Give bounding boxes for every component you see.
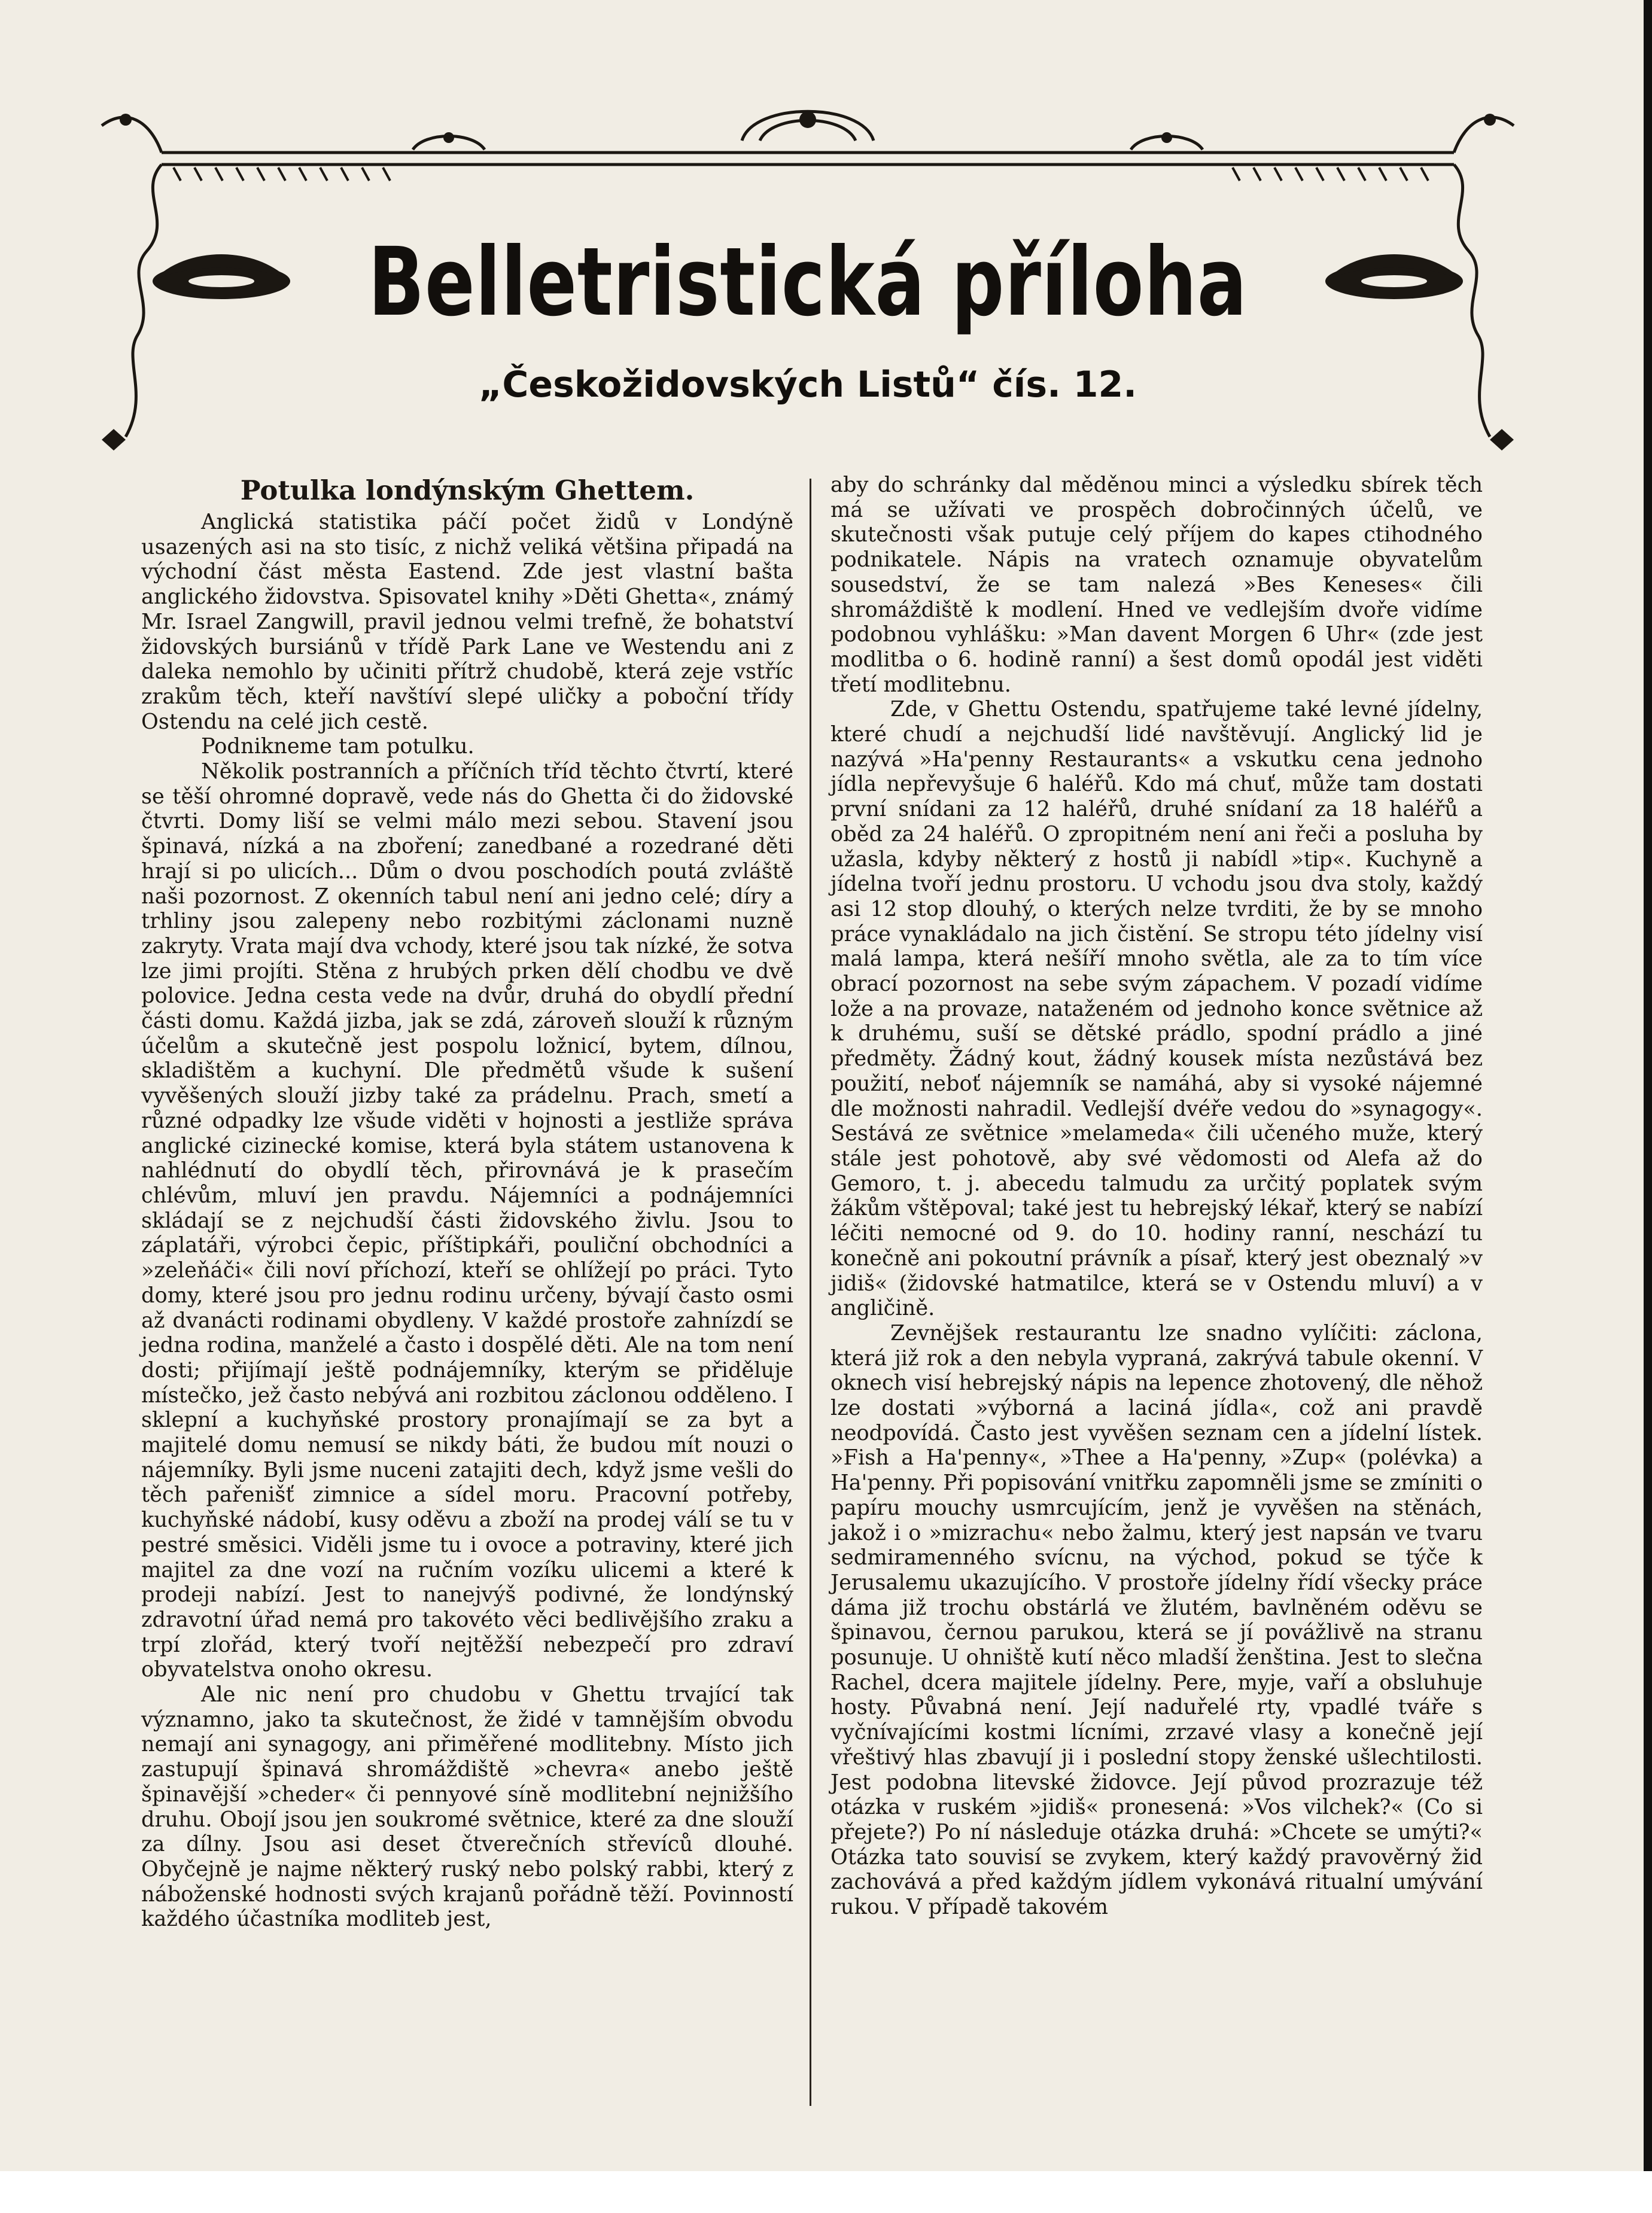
right-column (830, 473, 1483, 2124)
ornamental-header (90, 84, 1526, 467)
paragraph: Podnikneme tam potulku. (201, 734, 474, 759)
paragraph: Zde, v Ghettu Ostendu, spatřujeme také levné jídelny, které chudí a nejchudší lidé navštěvují. Anglický lid je nazývá »Ha'penny Restaurants« a vskutku cena jednoho jídla nepřevyšuje 6 haléřů. Kdo má chuť, může tam dostati první snídani za 12 haléřů, druhé snídaní za 18 haléřů a oběd za 24 haléřů. O zpropitném není ani řeči a posluha by užasla, kdyby některý z hostů ji nabídl »tip«. Kuchyně a jídelna tvoří jednu prostoru. U vchodu jsou dva stoly, každý asi 12 stop dlouhý, o kterých nelze tvrditi, že by se mnoho práce vynakládalo na jich čistění. Se stropu této jídelny visí malá lampa, která nešíří mnoho světla, ale za to tím více obrací pozornost na sebe svým zápachem. V pozadí vidíme lože a na provaze, nataženém od jednoho konce světnice až k druhému, suší se dětské prádlo, spodní prádlo a jiné předměty. Žádný kout, žádný kousek místa nezůstává bez použití, neboť nájemník se namáhá, aby si vysoké nájemné dle možnosti nahradil. Vedlejší dvéře vedou do »synagogy«. Sestává ze světnice »melameda« čili učeného muže, který stále jest pohotově, aby své vědomosti od Alefa až do Gemoro, t. j. abecedu talmudu za určitý poplatek svým žákům vštěpoval; také jest tu hebrejský lékař, který se nabízí léčiti nemocné od 9. do 10. hodiny ranní, neschází tu konečně ani pokoutní právník a písař, který jest obeznalý »v jidiš« (židovské hatmatilce, která se v Ostendu mluví) a v angličině. (830, 697, 1483, 1321)
left-column (141, 473, 793, 2124)
supplement-subtitle: „Českožidovských Listů“ čís. 12. (478, 364, 1137, 406)
scan-edge-bottom (0, 2171, 1652, 2213)
paragraph: Anglická statistika páčí počet židů v Londýně usazených asi na sto tisíc, z nichž veliká většina připadá na východní část města Eastend. Zde jest vlastní bašta anglického židovstva. Spisovatel knihy »Děti Ghetta«, známý Mr. Israel Zangwill, pravil jednou velmi trefně, že bohatství židovských bursiánů v třídě Park Lane ve Westendu ani z daleka nemohlo by učiniti přítrž chudobě, která zeje vstříc zrakům těch, kteří navštíví slepé uličky a poboční třídy Ostendu na celé jich cestě. (141, 510, 793, 734)
paragraph: Několik postranních a příčních tříd těchto čtvrtí, které se těší ohromné dopravě, vede nás do Ghetta či do židovské čtvrti. Domy liší se velmi málo mezi sebou. Stavení jsou špinavá, nízká a na zboření; zanedbané a rozedrané děti hrají si po ulicích... Dům o dvou poschodích poutá zvláště naši pozornost. Z okenních tabul není ani jedno celé; díry a trhliny jsou zalepeny nebo rozbitými záclonami nuzně zakryty. Vrata mají dva vchody, které jsou tak nízké, že sotva lze jimi projíti. Stěna z hrubých prken dělí chodbu ve dvě polovice. Jedna cesta vede na dvůr, druhá do obydlí přední části domu. Každá jizba, jak se zdá, zároveň slouží k různým účelům a skutečně jest pospolu ložnicí, bytem, dílnou, skladištěm a kuchyní. Dle předmětů všude k sušení vyvěšených slouží jizby také za prádelnu. Prach, smetí a různé odpadky lze všude viděti v hojnosti a jestliže správa anglické cizinecké komise, která byla státem ustanovena k nahlédnutí do obydlí těch, přirovnává je k prasečím chlévům, mluví jen pravdu. Nájemníci a podnájemníci skládají se z nejchudší části židovského živlu. Jsou to záplatáři, výrobci čepic, příštipkáři, pouliční obchodníci a »zeleňáči« čili noví příchozí, kteří se ohlížejí po práci. Tyto domy, které jsou pro jednu rodinu určeny, bývají často osmi až dvanácti rodinami obydleny. V každé prostoře zahnízdí se jedna rodina, manželé a často i dospělé děti. Ale na tom není dosti; přijímají ještě podnájemníky, kterým se přiděluje místečko, jež často nebývá ani rozbitou záclonou odděleno. I sklepní a kuchyňské prostory pronajímají se za byt a majitelé domu nemusí se nikdy báti, že budou mít nouzi o nájemníky. Byli jsme nuceni zatajiti dech, když jsme vešli do těch pařenišť zimnice a sídel moru. Pracovní potřeby, kuchyňské nádobí, kusy oděvu a zboží na prodej válí se tu v pestré směsici. Viděli jsme tu i ovoce a potraviny, které jich majitel za dne vozí na ručním vozíku ulicemi a které k prodeji nabízí. Jest to nanejvýš podivné, že londýnský zdravotní úřad nemá pro takovéto věci bedlivějšího zraku a trpí zlořád, který tvoří nejtěžší nebezpečí pro zdraví obyvatelstva onoho okresu. (141, 759, 793, 1682)
paragraph: aby do schránky dal měděnou minci a výsledku sbírek těch má se užívati ve prospěch dobročinných účelů, ve skutečnosti však putuje celý příjem do kapes ctihodného podnikatele. Nápis na vratech oznamuje obyvatelům sousedství, že se tam nalezá »Bes Keneses« čili shromáždiště k modlení. Hned ve vedlejším dvoře vidíme podobnou vyhlášku: »Man davent Morgen 6 Uhr« (zde jest modlitba o 6. hodině ranní) a šest domů opodál jest viděti třetí modlitebnu. (830, 473, 1483, 697)
column-divider (810, 479, 811, 2106)
paragraph: Ale nic není pro chudobu v Ghettu trvající tak významno, jako ta skutečnost, že židé v tamnějším obvodu nemají ani synagogy, ani přiměřené modlitebny. Místo jich zastupují špinavá shromáždiště »chevra« anebo ještě špinavější »cheder« či pennyové síně modlitební nejnižšího druhu. Obojí jsou jen soukromé světnice, které za dne slouží za dílny. Jsou asi deset čtverečních střevíců dlouhé. Obyčejně je najme některý ruský nebo polský rabbi, který z náboženské hodnosti svých krajanů pořádně těží. Povinností každého účastníka modliteb jest, (141, 1682, 793, 1932)
article-title: Potulka londýnským Ghettem. (240, 474, 695, 506)
supplement-title: Belletristická příloha (368, 227, 1248, 337)
paragraph: Zevnějšek restaurantu lze snadno vylíčiti: záclona, která již rok a den nebyla vypraná, zakrývá tabule okenní. V oknech visí hebrejský nápis na lepence zhotovený, dle něhož lze dostati »výborná a laciná jídla«, což ani pravdě neodpovídá. Často jest vyvěšen seznam cen a jídelní lístek. »Fish a Ha'penny«, »Thee a Ha'penny, »Zup« (polévka) a Ha'penny. Při popisování vnitřku zapomněli jsme se zmíniti o papíru mouchy usmrcujícím, jenž je vyvěšen na stěnách, jakož i o »mizrachu« nebo žalmu, který jest napsán ve tvaru sedmiramenného svícnu, na východ, pokud se týče k Jerusalemu ukazujícího. V prostoře jídelny řídí všecky práce dáma již trochu obstárlá ve žlutém, bavlněném oděvu se špinavou, černou parukou, která se jí povážlivě na stranu posunuje. U ohniště kutí něco mladší ženština. Jest to slečna Rachel, dcera majitele jídelny. Pere, myje, vaří a obsluhuje hosty. Půvabná není. Její naduřelé rty, vpadlé tváře s vyčnívajícími kostmi lícními, zrzavé vlasy a konečně její vřeštivý hlas zbavují ji i poslední stopy ženské ušlechtilosti. Jest podobna litevské židovce. Její původ prozrazuje též otázka v ruském »jidiš« pronesená: »Vos vilchek?« (Co si přejete?) Po ní následuje otázka druhá: »Chcete se umýti?« Otázka tato souvisí se zvykem, který každý pravověrný žid zachovává a před každým jídlem vykonává ritualní umývání rukou. V případě takovém (830, 1320, 1483, 1920)
scan-edge-right (1644, 0, 1652, 2213)
